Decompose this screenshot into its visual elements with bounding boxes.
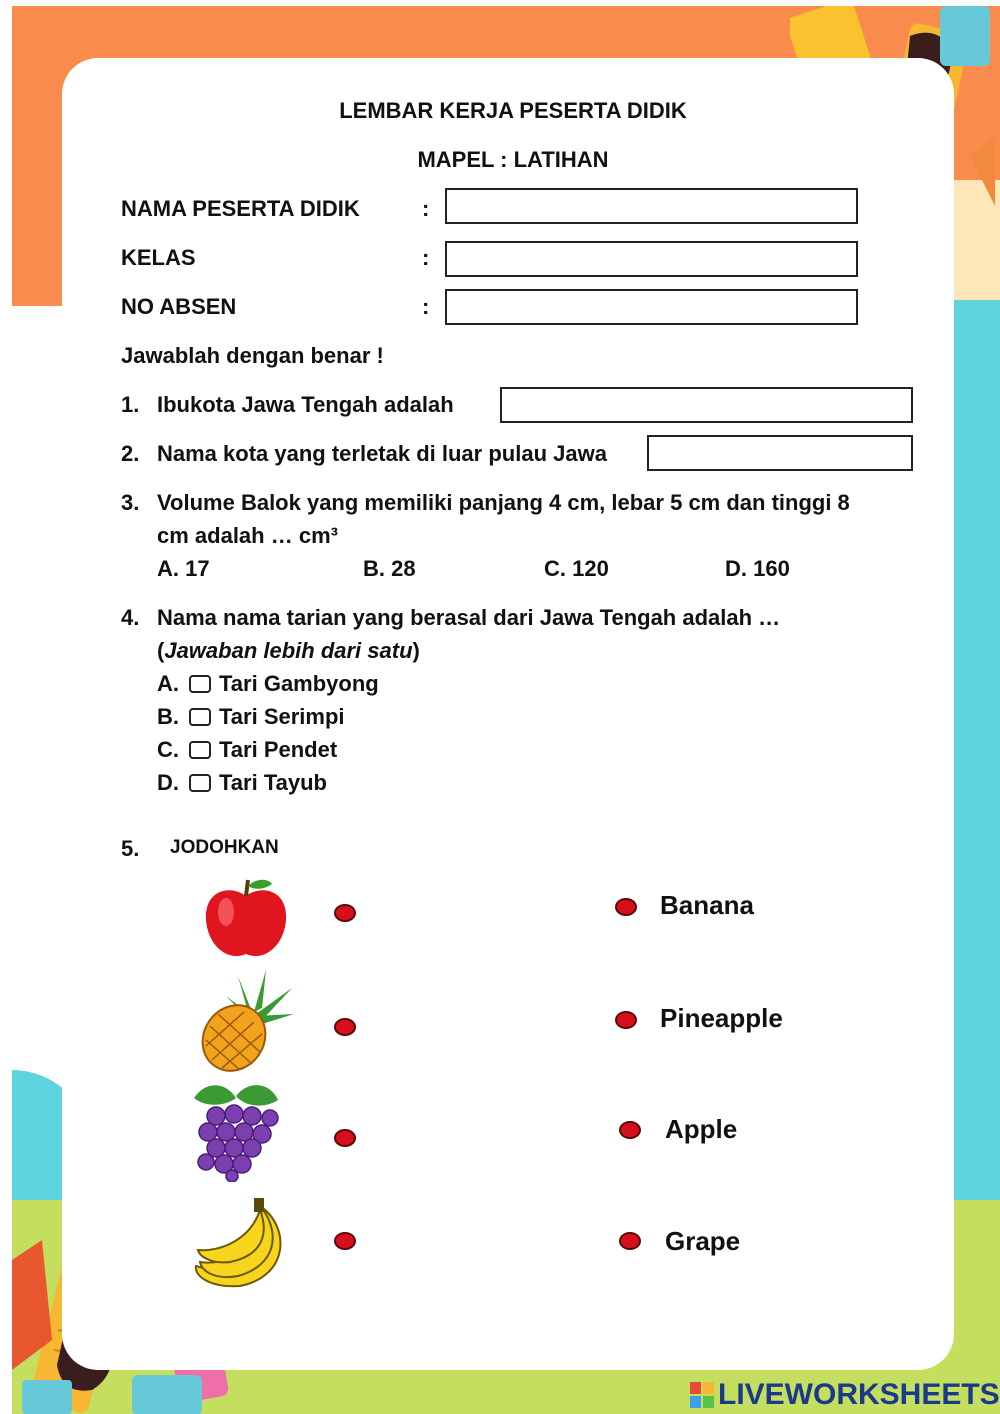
colon: : <box>422 196 430 221</box>
checkbox[interactable] <box>189 675 211 693</box>
question-number: 2. <box>121 441 140 466</box>
word-apple: Apple <box>665 1114 738 1144</box>
label-nama: NAMA PESERTA DIDIK <box>121 196 360 221</box>
colon: : <box>422 245 430 270</box>
question-2-answer-input[interactable] <box>647 435 913 471</box>
checkbox-option-d[interactable] <box>157 770 327 796</box>
option-letter: A. <box>157 671 179 696</box>
label-no-absen: NO ABSEN <box>121 294 237 319</box>
question-1-answer-input[interactable] <box>500 387 913 423</box>
match-dot-right-3[interactable] <box>619 1121 641 1139</box>
word-banana: Banana <box>660 890 754 920</box>
paren-open: ( <box>157 638 165 663</box>
page-title: LEMBAR KERJA PESERTA DIDIK <box>339 98 687 123</box>
logo-text: LIVEWORKSHEETS <box>718 1378 1000 1411</box>
option-letter: C. <box>157 737 179 762</box>
checkbox-option-c[interactable] <box>157 737 337 763</box>
question-4-line-2 <box>157 638 420 664</box>
paren-close: ) <box>412 638 420 663</box>
nama-input[interactable] <box>445 188 858 224</box>
liveworksheets-logo <box>690 1378 1000 1412</box>
match-dot-left-3[interactable] <box>334 1129 356 1147</box>
match-dot-right-2[interactable] <box>615 1011 637 1029</box>
logo-mark-icon <box>690 1382 714 1408</box>
grape-icon <box>186 1076 290 1182</box>
question-3-line-1: Volume Balok yang memiliki panjang 4 cm, lebar 5 cm dan tinggi 8 <box>157 490 850 515</box>
word-pineapple: Pineapple <box>660 1003 783 1033</box>
option-c[interactable]: C. 120 <box>544 556 609 581</box>
match-dot-right-4[interactable] <box>619 1232 641 1250</box>
word-grape: Grape <box>665 1226 741 1256</box>
colon: : <box>422 294 430 319</box>
option-a[interactable]: A. 17 <box>157 556 210 581</box>
question-number: 5. <box>121 836 140 861</box>
question-4-note: Jawaban lebih dari satu <box>164 638 413 663</box>
option-text: Tari Pendet <box>219 737 338 762</box>
pineapple-icon <box>196 968 296 1074</box>
checkbox-option-a[interactable] <box>157 671 379 697</box>
kelas-input[interactable] <box>445 241 858 277</box>
match-dot-left-4[interactable] <box>334 1232 356 1250</box>
question-number: 1. <box>121 392 140 417</box>
question-3-line-2: cm adalah … cm³ <box>157 523 338 548</box>
question-number: 4. <box>121 605 140 630</box>
checkbox[interactable] <box>189 774 211 792</box>
option-b[interactable]: B. 28 <box>363 556 416 581</box>
option-text: Tari Gambyong <box>219 671 379 696</box>
option-letter: D. <box>157 770 179 795</box>
option-text: Tari Serimpi <box>219 704 345 729</box>
option-text: Tari Tayub <box>219 770 327 795</box>
apple-icon <box>200 876 292 962</box>
checkbox[interactable] <box>189 741 211 759</box>
no-absen-input[interactable] <box>445 289 858 325</box>
option-d[interactable]: D. 160 <box>725 556 790 581</box>
instruction: Jawablah dengan benar ! <box>121 343 384 368</box>
question-4-line-1: Nama nama tarian yang berasal dari Jawa Tengah adalah … <box>157 605 781 630</box>
question-5-title: JODOHKAN <box>170 837 279 858</box>
match-dot-right-1[interactable] <box>615 898 637 916</box>
match-dot-left-2[interactable] <box>334 1018 356 1036</box>
checkbox-option-b[interactable] <box>157 704 345 730</box>
question-2-text: Nama kota yang terletak di luar pulau Jawa <box>157 441 607 466</box>
subject-line: MAPEL : LATIHAN <box>417 147 609 172</box>
option-letter: B. <box>157 704 179 729</box>
label-kelas: KELAS <box>121 245 196 270</box>
checkbox[interactable] <box>189 708 211 726</box>
question-number: 3. <box>121 490 140 515</box>
banana-icon <box>190 1196 294 1292</box>
question-1-text: Ibukota Jawa Tengah adalah <box>157 392 454 417</box>
match-dot-left-1[interactable] <box>334 904 356 922</box>
